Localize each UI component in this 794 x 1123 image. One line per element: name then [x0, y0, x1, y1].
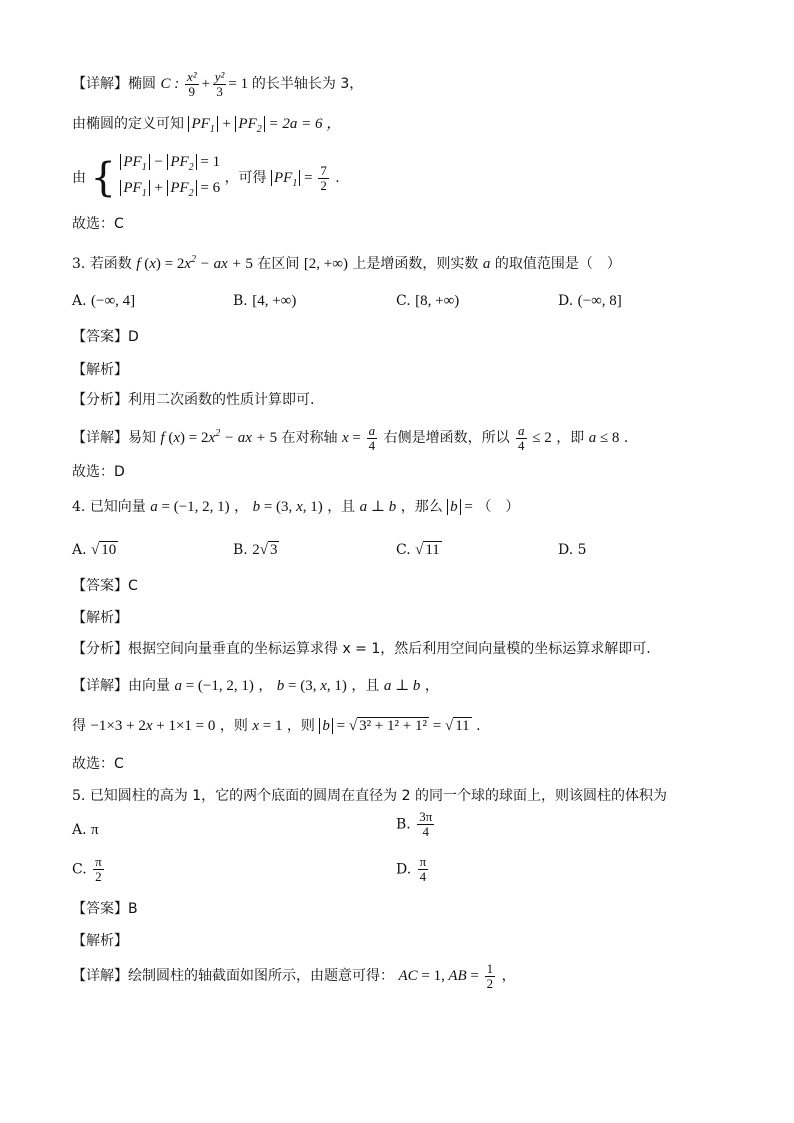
question-text: ，那么 — [400, 499, 443, 515]
magnitude-b: b = — [447, 499, 473, 515]
brace: { — [90, 155, 116, 201]
q3-answer: 【答案】D — [72, 329, 139, 345]
system-mid: ，可得 — [224, 170, 267, 186]
q3-option-c: C. [8, +∞) — [396, 293, 460, 309]
perpendicular: a ⊥ b — [359, 499, 397, 515]
ellipse-definition-line — [72, 114, 341, 140]
q5-analysis-label: 【解析】 — [72, 933, 128, 949]
ellipse-equation: C : $\frac{\text{x²}}{9}$ + $\frac{\text{y²}}{3}$ = 1 — [160, 69, 249, 99]
q4-option-b: B. 2√ 3 — [233, 542, 278, 558]
system-result: $PF_1$ = $\frac{7}{2}$ — [271, 170, 331, 186]
calc-prefix: 得 — [72, 718, 86, 734]
q3-option-d: D. (−∞, 8] — [558, 293, 622, 309]
detail-text: 的长半轴长为 3， — [251, 75, 364, 92]
q3-analysis: 【分析】利用二次函数的性质计算即可. — [72, 392, 315, 408]
detail-end: . — [623, 430, 629, 446]
detail-prefix: 【详解】绘制圆柱的轴截面如图所示，由题意可得： — [72, 967, 394, 984]
detail-line-ellipse — [72, 70, 363, 99]
magnitude: b = √ 3² + 1² + 1² = √ 11 — [319, 717, 471, 734]
question-text: ，且 — [327, 499, 356, 515]
system-end: . — [335, 170, 340, 186]
question-number: 5. — [72, 788, 86, 804]
definition-text: 由椭圆的定义可知 — [72, 116, 184, 132]
detail-end: ， — [424, 678, 439, 694]
function-expression: f $(x) = 2x^2$ − ax + 5 — [136, 254, 253, 272]
question-text: 的取值范围是（ ） — [494, 256, 621, 272]
question-number: 3. — [72, 256, 86, 272]
detail-prefix: 【详解】易知 — [72, 430, 156, 446]
detail-text: 在对称轴 — [281, 430, 338, 446]
result: a ≤ 8 — [588, 430, 620, 446]
detail-end: ， — [501, 967, 516, 984]
answer-choice-2: 故选：C — [72, 216, 124, 232]
question-text: 若函数 — [89, 256, 132, 272]
vector-b: b = (3, x, 1) — [252, 499, 323, 515]
q4-answer: 【答案】C — [72, 578, 138, 594]
vector-b: b = (3, x, 1) — [276, 678, 347, 694]
q4-detail: 【详解】由向量 a = (−1, 2, 1) ， b = (3, x, 1) ，且 a ⊥ b ， — [72, 678, 439, 694]
interval: [2, +∞) — [303, 256, 348, 272]
answer-choice-3: 故选：D — [72, 464, 125, 480]
question-text: （ ） — [477, 499, 520, 515]
q5-detail — [72, 962, 516, 991]
definition-equation: $PF_1 + PF_2 = 2a = 6$ ， — [188, 116, 341, 132]
question-text: 已知向量 — [89, 499, 146, 515]
q3-detail — [72, 424, 628, 453]
q5-option-c: C. $\frac{\pi}{2}$ — [72, 854, 102, 884]
axis-expression: x = $\frac{a}{4}$ — [342, 423, 376, 454]
q3-option-a: A. (−∞, 4] — [72, 293, 136, 309]
calc-end: . — [476, 718, 481, 734]
q4-option-a: A. √ 10 — [72, 542, 117, 558]
detail-text: ，且 — [351, 678, 380, 694]
detail-prefix: 【详解】由向量 — [72, 678, 170, 694]
detail-text: 右侧是增函数，所以 — [383, 430, 510, 446]
vector-a: a = (−1, 2, 1) — [150, 499, 230, 515]
q5-option-b: B. $\frac{3\pi}{4}$ — [396, 809, 433, 839]
q5-option-d: D. $\frac{\pi}{4}$ — [396, 854, 427, 884]
q5-answer: 【答案】B — [72, 901, 138, 917]
detail-text: ，即 — [556, 430, 585, 446]
detail-prefix: 【详解】椭圆 — [72, 75, 156, 92]
question-number: 4. — [72, 499, 86, 515]
dot-product: −1×3 + 2x + 1×1 = 0 — [90, 718, 216, 734]
calc-text: ，则 — [219, 718, 248, 734]
q3-analysis-label: 【解析】 — [72, 362, 128, 378]
q4-analysis: 【分析】根据空间向量垂直的坐标运算求得 x = 1，然后利用空间向量模的坐标运算求解即可. — [72, 641, 651, 657]
perpendicular: a ⊥ b — [383, 678, 421, 694]
inequality: $\frac{a}{4}$ ≤ 2 — [518, 423, 552, 454]
variable-a: a — [482, 256, 491, 272]
fraction: $\frac{\text{x²}}{9}$ — [186, 69, 197, 99]
equation-system: $PF_1 - PF_2 = 1$ $PF_1 + PF_2 = 6$ — [120, 152, 220, 204]
q4-option-c: C. √ 11 — [396, 542, 440, 558]
question-3 — [72, 250, 621, 274]
vector-a: a = (−1, 2, 1) — [174, 678, 254, 694]
question-text: 上是增函数，则实数 — [352, 256, 479, 272]
system-prefix: 由 — [72, 170, 86, 186]
fraction: $\frac{\text{y²}}{3}$ — [214, 69, 225, 99]
answer-choice-4: 故选：C — [72, 756, 124, 772]
question-text: 在区间 — [257, 256, 300, 272]
definition-result: = 2a = 6 ， — [268, 116, 342, 132]
q4-option-d: D. 5 — [558, 542, 587, 558]
q4-calculation — [72, 716, 481, 736]
q3-option-b: B. [4, +∞) — [233, 293, 297, 309]
system-line — [72, 152, 340, 201]
lengths: AC = 1, AB = $\frac{1}{2}$ — [398, 961, 494, 991]
calc-text: ，则 — [286, 718, 315, 734]
question-4: 4. 已知向量 a = (−1, 2, 1) ， b = (3, x, 1) ，且 a ⊥ b ，那么 b = （ ） — [72, 499, 520, 515]
q4-analysis-label: 【解析】 — [72, 610, 128, 626]
question-text: 已知圆柱的高为 1，它的两个底面的圆周在直径为 2 的同一个球的球面上，则该圆柱的体积为 — [89, 788, 667, 804]
question-5 — [72, 786, 667, 806]
x-value: x = 1 — [252, 718, 283, 734]
q5-option-a: A. π — [72, 822, 99, 838]
function-expression: f $(x) = 2x^2$ − ax + 5 — [160, 428, 278, 446]
